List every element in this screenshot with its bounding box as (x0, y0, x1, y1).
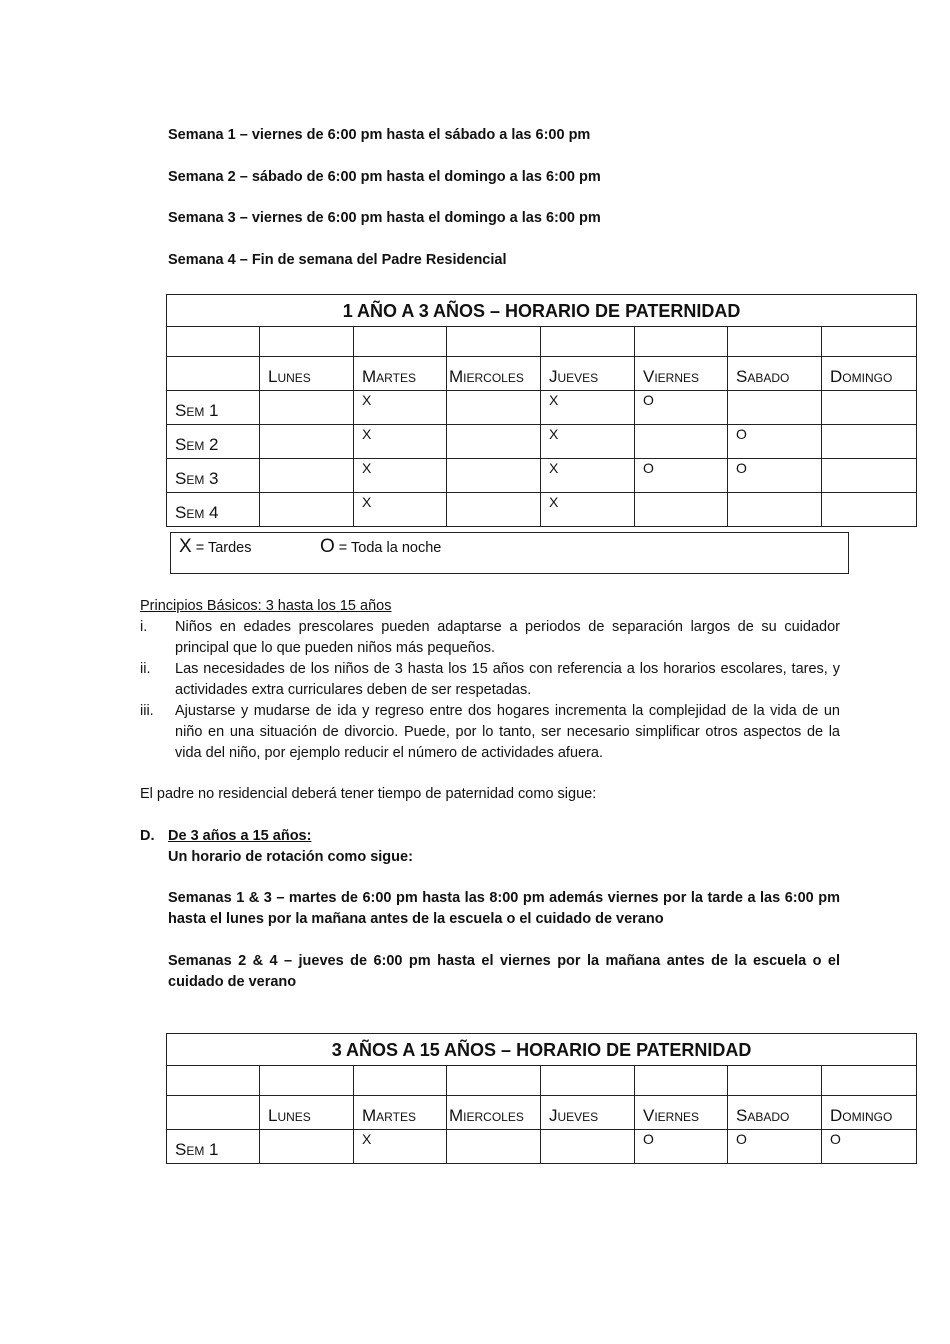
schedule-cell: X (541, 459, 635, 493)
schedule-cell (728, 493, 822, 527)
week-4-line: Semana 4 – Fin de semana del Padre Residencial (168, 252, 507, 268)
schedule-cell (260, 425, 354, 459)
week-1-line: Semana 1 – viernes de 6:00 pm hasta el sábado a las 6:00 pm (168, 127, 591, 143)
schedule-cell: X (541, 425, 635, 459)
schedule-cell (447, 459, 541, 493)
schedule-cell: O (635, 459, 728, 493)
schedule-cell: X (354, 493, 447, 527)
list-item: iii. Ajustarse y mudarse de ida y regreso entre dos hogares incrementa la complejidad de la vida de un niño en una situación de divorcio. Puede, por lo tanto, ser necesario simplificar otros aspectos de la vida del niño, por ejemplo reducir el número de actividades afuera. (140, 703, 840, 761)
schedule-cell: X (354, 391, 447, 425)
day-header: Jueves (541, 1096, 635, 1130)
week-2-line: Semana 2 – sábado de 6:00 pm hasta el domingo a las 6:00 pm (168, 169, 601, 185)
table-row (167, 459, 917, 493)
table-row (167, 425, 917, 459)
day-header: Sabado (728, 1096, 822, 1130)
legend-o: O = Toda la noche (320, 536, 442, 557)
schedule-cell (260, 459, 354, 493)
week-3-line: Semana 3 – viernes de 6:00 pm hasta el domingo a las 6:00 pm (168, 210, 601, 226)
day-header: Lunes (260, 357, 354, 391)
table-row (167, 1130, 917, 1164)
table-row (167, 391, 917, 425)
schedule-cell: X (354, 459, 447, 493)
schedule-cell: O (635, 1130, 728, 1164)
section-d-heading: De 3 años a 15 años: (168, 828, 312, 844)
list-item: ii. Las necesidades de los niños de 3 hasta los 15 años con referencia a los horarios escolares, tares, y actividades extra curriculares deben de ser respetadas. (140, 661, 840, 698)
schedule-cell (635, 493, 728, 527)
table-row (167, 493, 917, 527)
schedule-cell: O (822, 1130, 917, 1164)
table-2-title: 3 AÑOS A 15 AÑOS – HORARIO DE PATERNIDAD (167, 1034, 917, 1066)
schedule-cell: O (635, 391, 728, 425)
day-header: Domingo (822, 1096, 917, 1130)
schedule-cell (635, 425, 728, 459)
section-d-para-2: Semanas 2 & 4 – jueves de 6:00 pm hasta el viernes por la mañana antes de la escuela o el cuidado de verano (168, 953, 840, 990)
schedule-cell: O (728, 1130, 822, 1164)
schedule-cell (447, 391, 541, 425)
day-header: Sabado (728, 357, 822, 391)
schedule-cell (822, 425, 917, 459)
week-label: Sem 4 (167, 493, 260, 527)
week-label: Sem 1 (167, 1130, 260, 1164)
day-header: Jueves (541, 357, 635, 391)
schedule-cell (260, 1130, 354, 1164)
day-header: Miercoles (447, 357, 541, 391)
schedule-cell (541, 1130, 635, 1164)
schedule-cell (822, 493, 917, 527)
schedule-cell (447, 1130, 541, 1164)
schedule-cell: X (541, 391, 635, 425)
schedule-cell (447, 493, 541, 527)
week-label: Sem 2 (167, 425, 260, 459)
schedule-cell (260, 493, 354, 527)
schedule-cell: X (354, 425, 447, 459)
schedule-table-1 (166, 294, 917, 527)
principles-heading: Principios Básicos: 3 hasta los 15 años (140, 598, 392, 614)
schedule-cell (447, 425, 541, 459)
schedule-cell (728, 391, 822, 425)
week-label: Sem 1 (167, 391, 260, 425)
principles-list (140, 617, 840, 764)
day-header: Viernes (635, 357, 728, 391)
schedule-cell: O (728, 425, 822, 459)
schedule-cell: X (354, 1130, 447, 1164)
section-d-subheading: Un horario de rotación como sigue: (168, 849, 413, 865)
corner-cell (167, 1096, 260, 1130)
section-d-letter: D. (140, 828, 155, 844)
day-header: Domingo (822, 357, 917, 391)
legend-box (170, 532, 849, 574)
list-item: i. Niños en edades prescolares pueden adaptarse a periodos de separación largos de su cuidador principal que lo que pueden niños más pequeños. (140, 619, 840, 656)
schedule-cell (260, 391, 354, 425)
day-header: Miercoles (447, 1096, 541, 1130)
schedule-cell (822, 459, 917, 493)
day-header: Martes (354, 1096, 447, 1130)
corner-cell (167, 357, 260, 391)
schedule-cell (822, 391, 917, 425)
week-label: Sem 3 (167, 459, 260, 493)
legend-x: X = Tardes (179, 536, 252, 557)
day-header: Viernes (635, 1096, 728, 1130)
table-1-title: 1 AÑO A 3 AÑOS – HORARIO DE PATERNIDAD (167, 295, 917, 327)
day-header: Martes (354, 357, 447, 391)
section-d-para-1: Semanas 1 & 3 – martes de 6:00 pm hasta las 8:00 pm además viernes por la tarde a las 6:00 pm hasta el lunes por la mañana antes de la escuela o el cuidado de verano (168, 890, 840, 927)
schedule-table-2 (166, 1033, 917, 1164)
schedule-cell: O (728, 459, 822, 493)
nonresident-line: El padre no residencial deberá tener tiempo de paternidad como sigue: (140, 786, 597, 802)
schedule-cell: X (541, 493, 635, 527)
day-header: Lunes (260, 1096, 354, 1130)
